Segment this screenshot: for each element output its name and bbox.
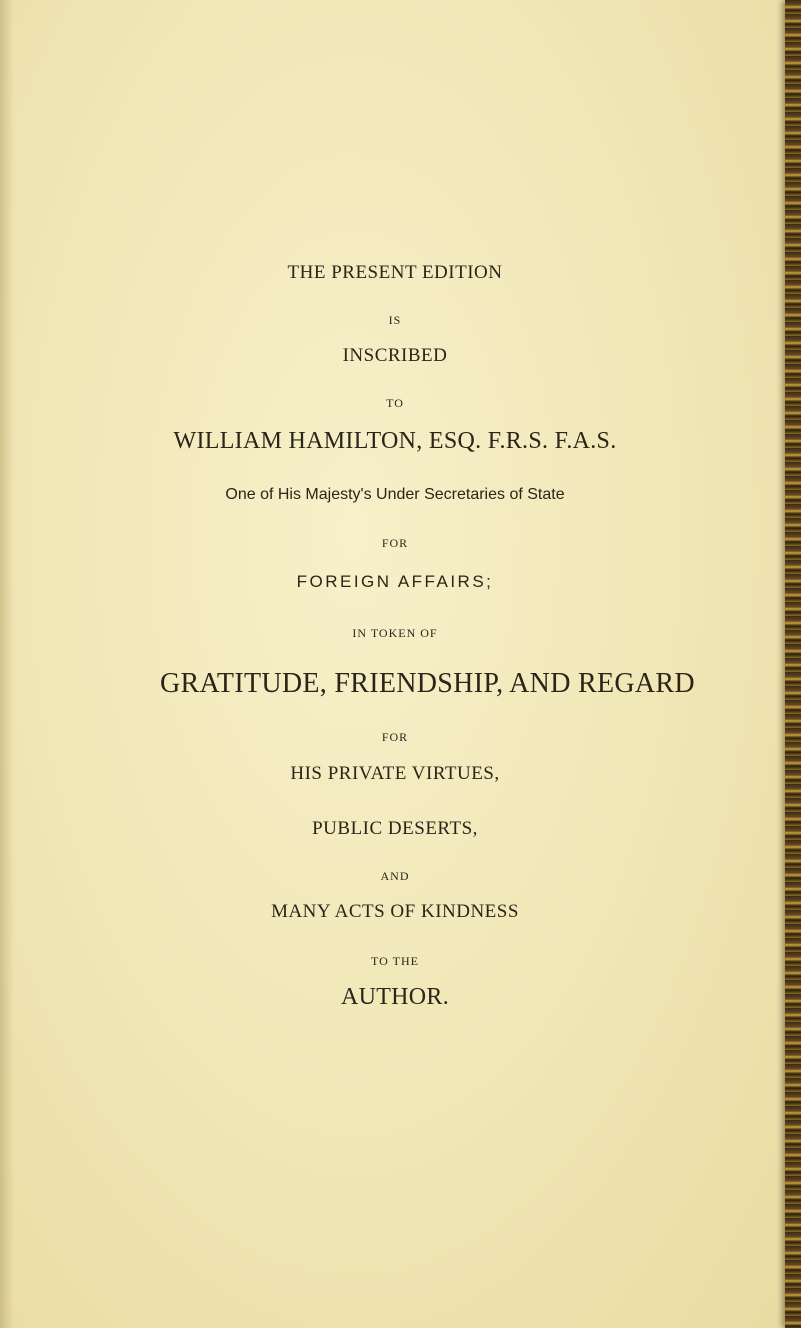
dedication-word-to: TO — [386, 396, 404, 410]
dedication-word-is: IS — [388, 313, 402, 327]
dedication-word-inscribed: INSCRIBED — [342, 345, 448, 366]
author-line: AUTHOR. — [340, 984, 450, 1010]
dedicatee-office: One of His Majesty's Under Secretaries of State — [225, 486, 565, 503]
dedication-word-for: FOR — [381, 536, 409, 550]
foreign-affairs-line: FOREIGN AFFAIRS; — [296, 572, 494, 591]
dedication-word-and: AND — [380, 869, 410, 883]
private-virtues-line: HIS PRIVATE VIRTUES, — [290, 763, 500, 784]
page-edge-shadow — [0, 0, 14, 1328]
book-binding-edge — [785, 0, 801, 1328]
dedication-word-for-2: FOR — [381, 730, 409, 744]
to-the-line: TO THE — [371, 954, 419, 968]
dedicatee-name: WILLIAM HAMILTON, ESQ. F.R.S. F.A.S. — [173, 428, 617, 454]
dedication-heading: THE PRESENT EDITION — [287, 262, 503, 283]
public-deserts-line: PUBLIC DESERTS, — [312, 818, 478, 839]
in-token-of-line: IN TOKEN OF — [352, 626, 438, 640]
gratitude-line: GRATITUDE, FRIENDSHIP, AND REGARD — [160, 668, 695, 699]
kindness-line: MANY ACTS OF KINDNESS — [271, 901, 519, 922]
